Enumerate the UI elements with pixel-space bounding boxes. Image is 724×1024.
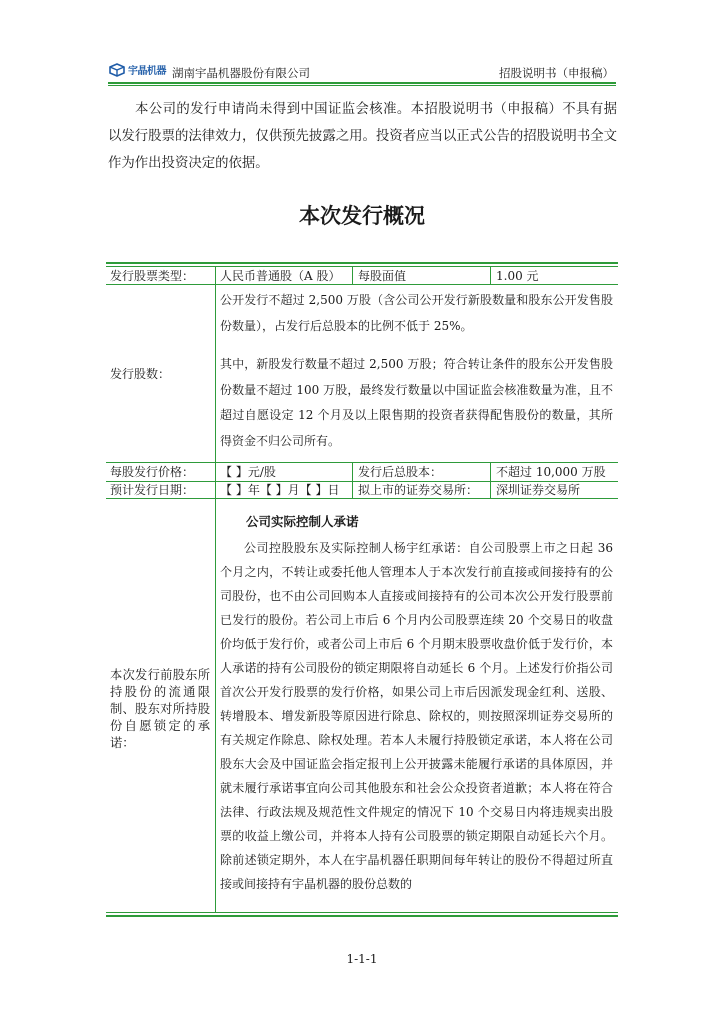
exchange-value: 深圳证券交易所 [496,483,581,497]
issue-date-value: 【 】年【 】月【 】日 [220,483,340,497]
controller-commitment-text: 公司控股股东及实际控制人杨宇红承诺：自公司股票上市之日起 36 个月之内，不转让或委托他人管理本人于本次发行前直接或间接持有的公司股份，也不由公司回购本人直接或间接持有的公司本次公开发行股票前已发行的股份。若公司上市后 6 个月内公司股票连续 20 个交易日的收盘价均低于发行价，或者公司上市后 6 个月期末股票收盘价低于发行价，本人承诺的持有公司股份的锁定期限将自动延长 6 个月。上述发行价指公司首次公开发行股票的发行价格，如果公司上市后因派发现金红利、送股、转增股本、增发新股等原因进行除息、除权的，则按照深圳证券交易所的有关规定作除息、除权处理。若本人未履行持股锁定承诺，本人将在公司股东大会及中国证监会指定报刊上公开披露未能履行承诺的具体原因，并就未履行承诺事宜向公司其他股东和社会公众投资者道歉；本人将在符合法律、行政法规及规范性文件规定的情况下 10 个交易日内将违规卖出股票的收益上缴公司，并将本人持有公司股票的锁定期限自动延长六个月。除前述锁定期外，本人在宇晶机器任职期间每年转让的股份不得超过所直接或间接持有宇晶机器的股份总数的 [220,541,613,891]
column-divider [215,266,216,912]
exchange-label: 拟上市的证券交易所： [358,483,479,497]
issue-date-label: 预计发行日期： [110,483,195,497]
controller-commitment-heading: 公司实际控制人承诺 [246,514,359,529]
stock-type-value: 人民币普通股（A 股） [220,269,341,283]
row-divider [106,498,618,499]
table-bottom-rule-thin [106,912,618,913]
table-top-rule [106,262,618,264]
header-rule-thin [108,85,616,86]
par-value-label: 每股面值 [358,269,407,283]
shares-issued-label: 发行股数： [110,367,171,381]
total-shares-label: 发行后总股本： [358,465,443,479]
row-divider [106,284,618,285]
column-divider [352,266,353,284]
column-divider [352,462,353,498]
shares-issued-text: 公开发行不超过 2,500 万股（含公司公开发行新股数量和股东公开发售股份数量），占发行后总股本的比例不低于 25%。 [220,293,613,333]
total-shares-value: 不超过 10,000 万股 [496,465,606,479]
shares-issued-detail: 其中，新股发行数量不超过 2,500 万股；符合转让条件的股东公开发售股份数量不超过 100 万股，最终发行数量以中国证监会核准数量为准，且不超过自愿设定 12 个月及以上限售期的投资者获得配售股份的数量，其所得资金不归公司所有。 [220,357,613,448]
table-bottom-rule [106,915,618,917]
row-divider [106,481,618,482]
logo-cube-icon [108,63,126,77]
row-divider [106,462,618,463]
header-rule [108,82,616,84]
company-logo [108,62,166,77]
page-title: 本次发行概况 [299,204,425,228]
issue-price-value: 【 】元/股 [220,465,276,479]
lockup-commitment-label: 本次发行前股东所持股份的流通限制、股东对所持股份自愿锁定的承诺： [110,668,210,750]
column-divider [490,462,491,498]
page-header [108,60,616,84]
logo-text: 宇晶机器 [128,66,166,77]
issue-price-label: 每股发行价格： [110,465,195,479]
column-divider [490,266,491,284]
stock-type-label: 发行股票类型： [110,269,195,283]
header-company-name: 湖南宇晶机器股份有限公司 [172,66,310,80]
header-document-name: 招股说明书（申报稿） [499,66,614,80]
disclaimer-notice: 本公司的发行申请尚未得到中国证监会核准。本招股说明书（申报稿）不具有据以发行股票的法律效力，仅供预先披露之用。投资者应当以正式公告的招股说明书全文作为作出投资决定的依据。 [108,102,617,171]
page-number: 1-1-1 [346,952,378,966]
par-value: 1.00 元 [496,269,539,283]
table-top-rule-thin [106,266,618,267]
